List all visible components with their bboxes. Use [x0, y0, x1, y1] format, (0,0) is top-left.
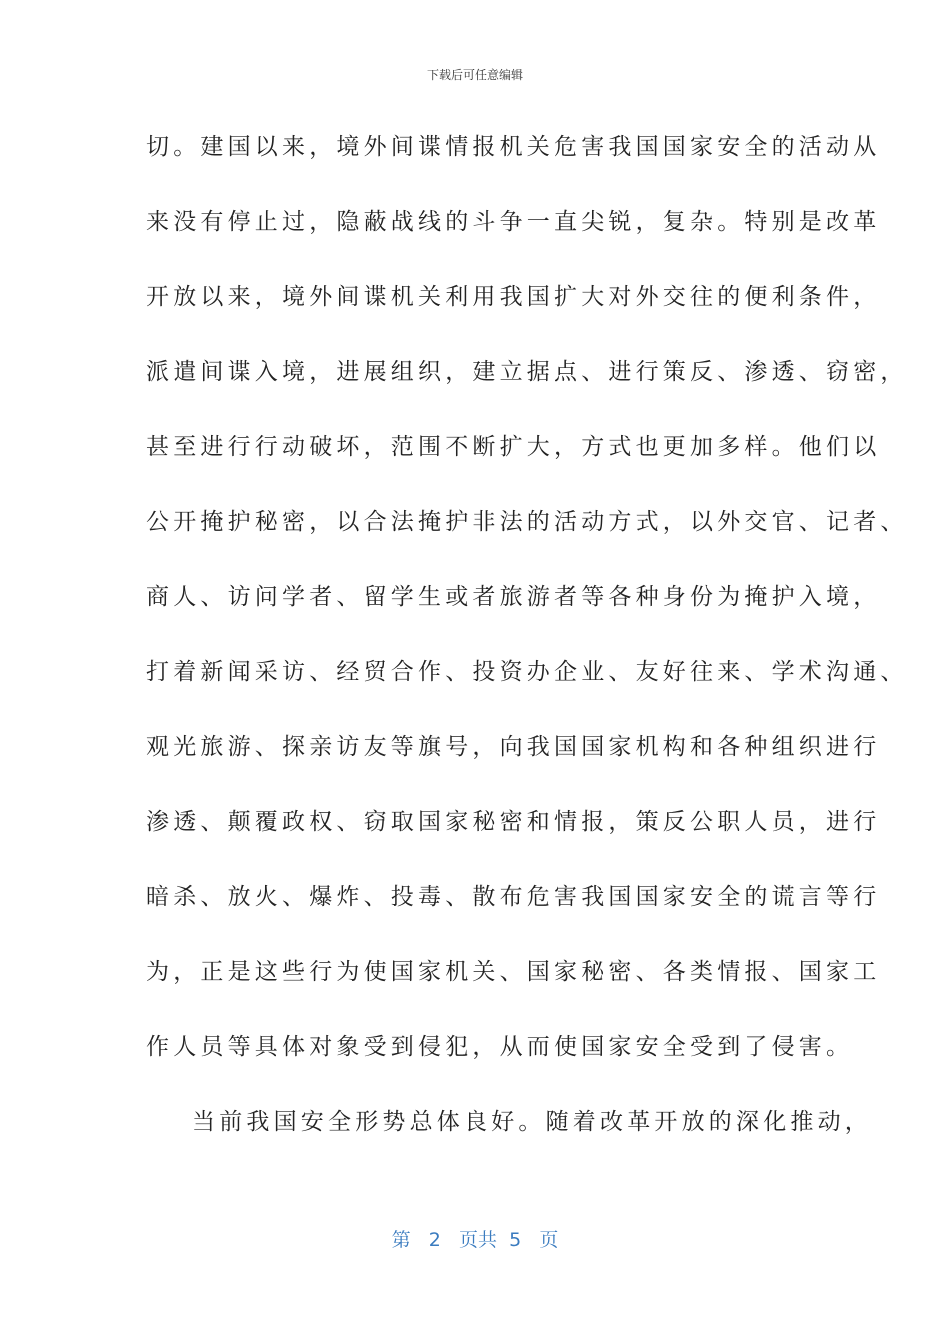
text-line: 渗透、颠覆政权、窃取国家秘密和情报，策反公职人员，进行 [146, 809, 881, 835]
text-line: 作人员等具体对象受到侵犯，从而使国家安全受到了侵害。 [146, 1034, 854, 1060]
footer-page-number: 2 [428, 1229, 441, 1251]
text-line: 商人、访问学者、留学生或者旅游者等各种身份为掩护入境， [146, 584, 881, 610]
text-line: 观光旅游、探亲访友等旗号，向我国国家机构和各种组织进行 [146, 734, 881, 760]
footer-total-pages: 5 [509, 1229, 522, 1251]
text-line: 开放以来，境外间谍机关利用我国扩大对外交往的便利条件， [146, 284, 881, 310]
page-footer [0, 1225, 950, 1252]
footer-middle: 页共 [459, 1229, 498, 1251]
text-line: 公开掩护秘密，以合法掩护非法的活动方式，以外交官、记者、 [146, 509, 908, 535]
footer-suffix: 页 [539, 1229, 559, 1251]
text-line: 切。建国以来，境外间谍情报机关危害我国国家安全的活动从 [146, 134, 881, 160]
paragraph-start-line: 当前我国安全形势总体良好。随着改革开放的深化推动， [192, 1109, 872, 1135]
text-line: 暗杀、放火、爆炸、投毒、散布危害我国国家安全的谎言等行 [146, 884, 881, 910]
text-line: 来没有停止过，隐蔽战线的斗争一直尖锐，复杂。特别是改革 [146, 209, 881, 235]
text-line: 打着新闻采访、经贸合作、投资办企业、友好往来、学术沟通、 [146, 659, 908, 685]
text-line: 甚至进行行动破坏，范围不断扩大，方式也更加多样。他们以 [146, 434, 881, 460]
text-line: 派遣间谍入境，进展组织，建立据点、进行策反、渗透、窃密， [146, 359, 908, 385]
footer-prefix: 第 [391, 1229, 411, 1251]
body-text [146, 127, 908, 1177]
header-note: 下载后可任意编辑 [426, 68, 523, 82]
text-line: 为，正是这些行为使国家机关、国家秘密、各类情报、国家工 [146, 959, 881, 985]
